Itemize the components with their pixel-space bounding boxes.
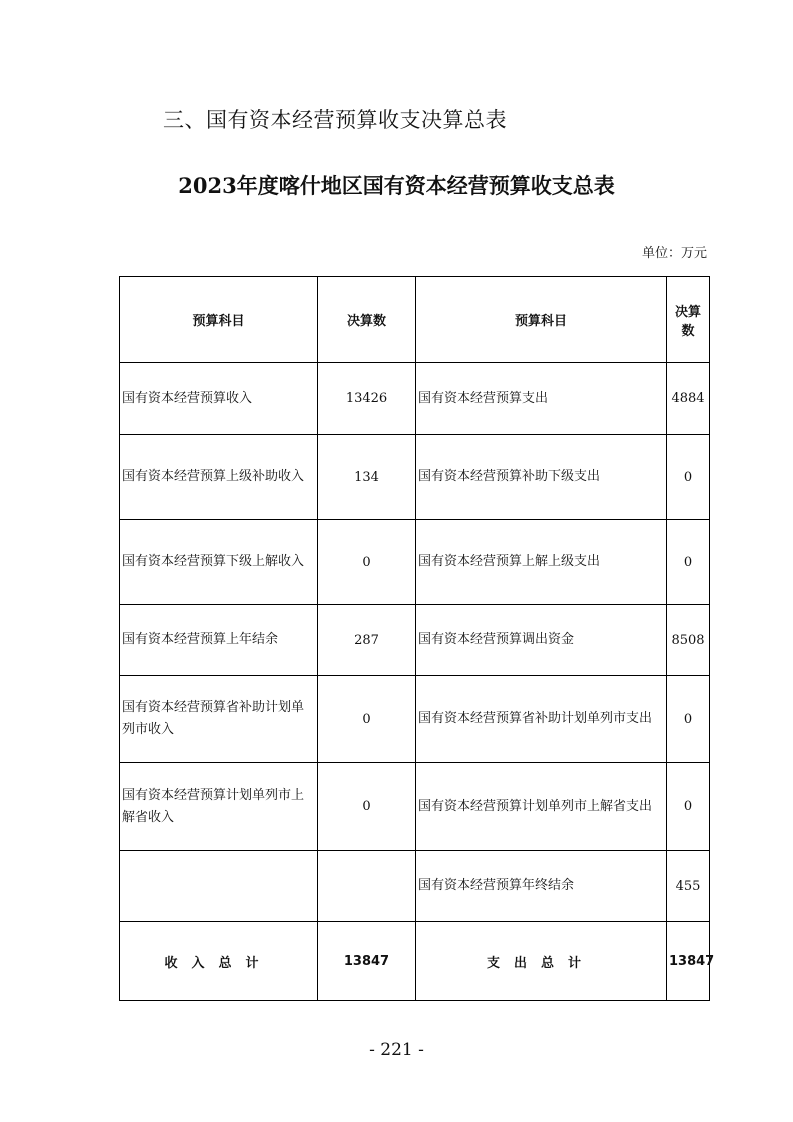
table-header-row xyxy=(120,277,710,363)
header-income-value: 决算数 xyxy=(318,277,416,363)
expense-item: 国有资本经营预算补助下级支出 xyxy=(416,435,667,520)
header-income-item: 预算科目 xyxy=(120,277,318,363)
budget-table xyxy=(119,276,715,1001)
income-item: 国有资本经营预算省补助计划单列市收入 xyxy=(120,676,318,763)
expense-item: 国有资本经营预算年终结余 xyxy=(416,851,667,922)
income-value xyxy=(318,851,416,922)
expense-total-value: 13847 xyxy=(667,922,710,1001)
income-total-value: 13847 xyxy=(318,922,416,1001)
income-value: 0 xyxy=(318,676,416,763)
expense-item: 国有资本经营预算调出资金 xyxy=(416,605,667,676)
header-expense-item: 预算科目 xyxy=(416,277,667,363)
expense-value: 0 xyxy=(667,520,710,605)
table-row xyxy=(120,363,710,435)
income-item: 国有资本经营预算下级上解收入 xyxy=(120,520,318,605)
table-row xyxy=(120,676,710,763)
income-item: 国有资本经营预算收入 xyxy=(120,363,318,435)
income-total-label: 收入总计 xyxy=(120,922,318,1001)
income-value: 13426 xyxy=(318,363,416,435)
table-row xyxy=(120,851,710,922)
income-value: 0 xyxy=(318,763,416,851)
expense-value: 8508 xyxy=(667,605,710,676)
table-row xyxy=(120,605,710,676)
income-item: 国有资本经营预算上级补助收入 xyxy=(120,435,318,520)
expense-value: 0 xyxy=(667,435,710,520)
expense-item: 国有资本经营预算上解上级支出 xyxy=(416,520,667,605)
table-row xyxy=(120,763,710,851)
expense-value: 0 xyxy=(667,676,710,763)
income-item: 国有资本经营预算上年结余 xyxy=(120,605,318,676)
table-total-row xyxy=(120,922,710,1001)
income-item: 国有资本经营预算计划单列市上解省收入 xyxy=(120,763,318,851)
income-value: 287 xyxy=(318,605,416,676)
section-heading: 三、国有资本经营预算收支决算总表 xyxy=(163,108,507,132)
expense-item: 国有资本经营预算计划单列市上解省支出 xyxy=(416,763,667,851)
unit-label: 单位：万元 xyxy=(641,246,707,261)
income-item xyxy=(120,851,318,922)
table-row xyxy=(120,435,710,520)
expense-item: 国有资本经营预算支出 xyxy=(416,363,667,435)
income-value: 134 xyxy=(318,435,416,520)
document-title: 2023年度喀什地区国有资本经营预算收支总表 xyxy=(178,173,615,198)
expense-value: 4884 xyxy=(667,363,710,435)
page-number: - 221 - xyxy=(369,1040,424,1060)
income-value: 0 xyxy=(318,520,416,605)
expense-value: 455 xyxy=(667,851,710,922)
expense-item: 国有资本经营预算省补助计划单列市支出 xyxy=(416,676,667,763)
expense-value: 0 xyxy=(667,763,710,851)
expense-total-label: 支出总计 xyxy=(416,922,667,1001)
header-expense-value: 决算数 xyxy=(667,277,710,363)
table-row xyxy=(120,520,710,605)
